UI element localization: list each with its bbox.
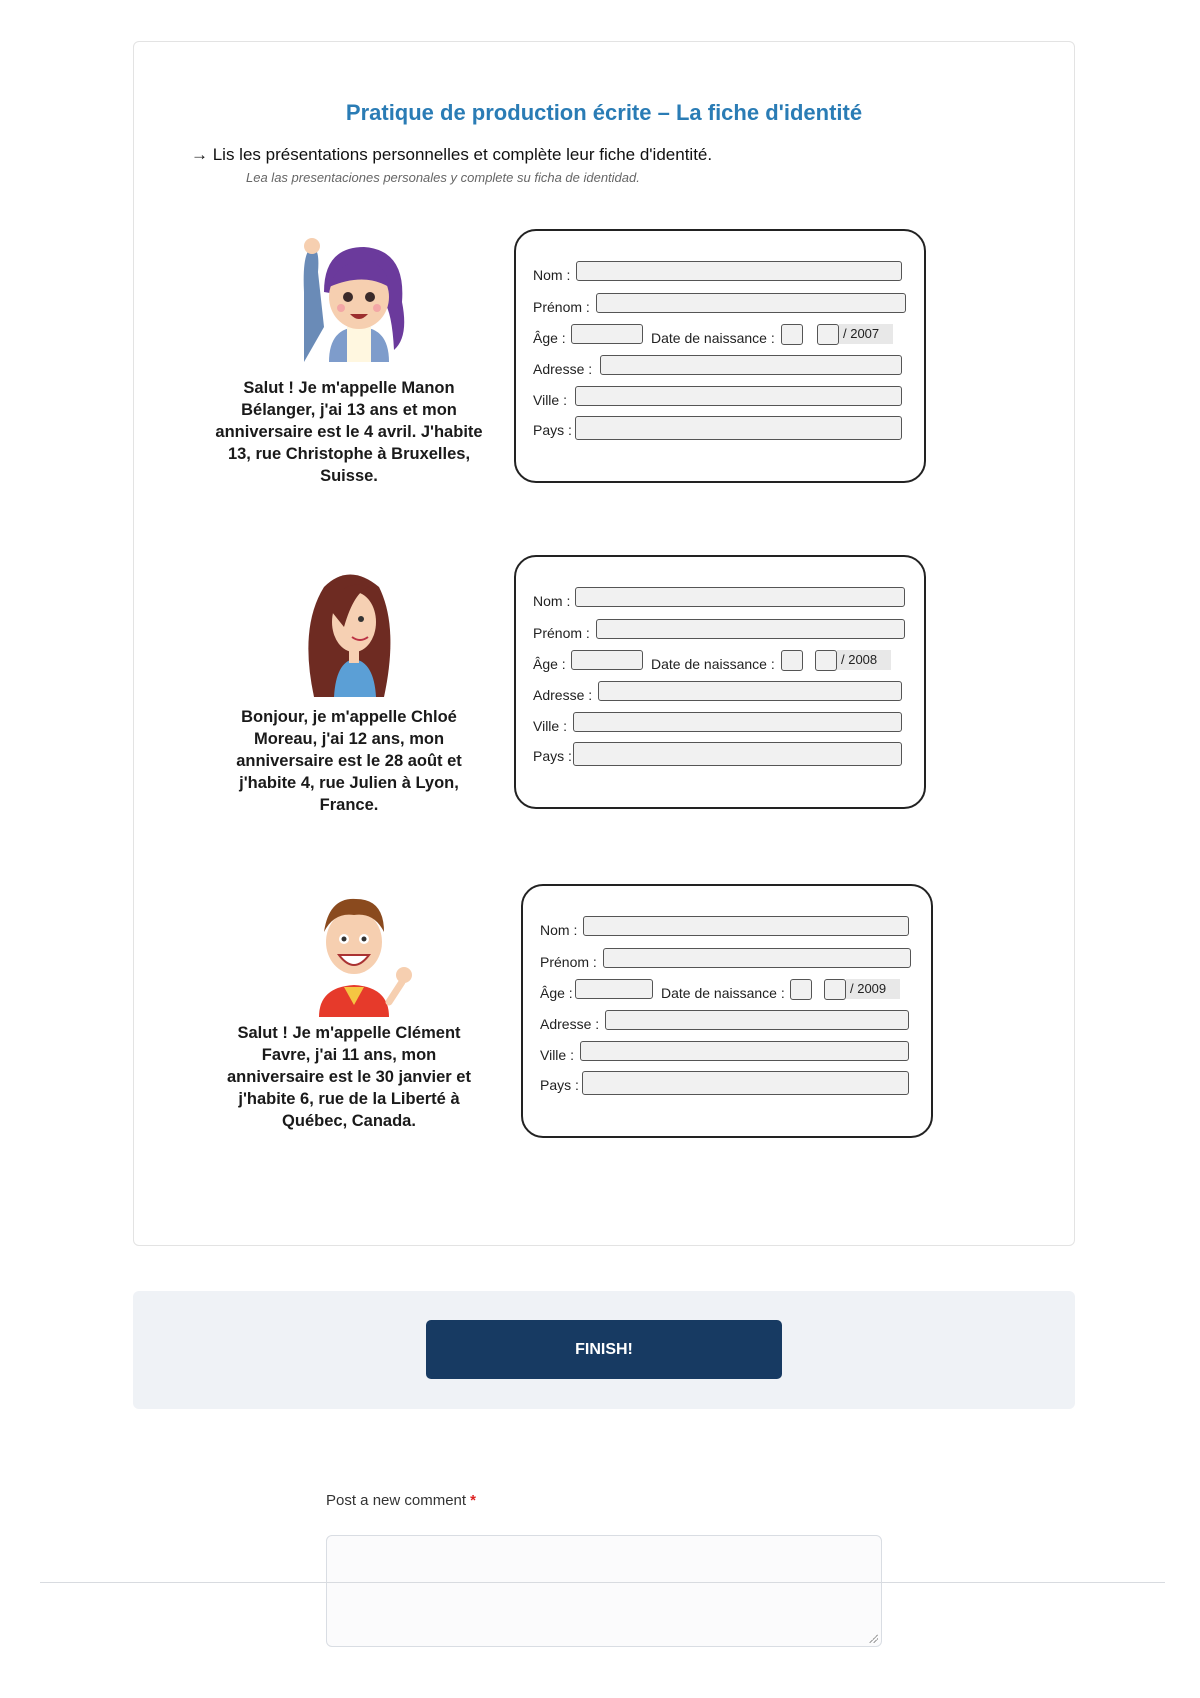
pays-field[interactable]	[582, 1071, 909, 1095]
person-bio: Salut ! Je m'appelle Manon Bélanger, j'ai 13 ans et mon anniversaire est le 4 avril. J'habite 13, rue Christophe à Bruxelles, Suisse.	[215, 379, 483, 485]
prenom-field[interactable]	[596, 293, 906, 313]
adresse-label: Adresse :	[533, 361, 593, 377]
worksheet-instruction: → Lis les présentations personnelles et complète leur fiche d'identité.	[191, 145, 713, 164]
identity-card-2	[514, 555, 926, 809]
ville-label: Ville :	[540, 1047, 574, 1063]
resize-grip-icon[interactable]	[868, 1633, 878, 1643]
adresse-field[interactable]	[605, 1010, 909, 1030]
birth-month-field[interactable]	[817, 324, 839, 345]
footer-divider	[40, 1582, 1165, 1583]
ville-field[interactable]	[573, 712, 902, 732]
ville-label: Ville :	[533, 718, 567, 734]
pays-field[interactable]	[573, 742, 902, 766]
worksheet-instruction-spanish: Lea las presentaciones personales y complete su ficha de identidad.	[246, 170, 640, 185]
girl-waving-avatar	[284, 232, 414, 362]
prenom-label: Prénom :	[533, 299, 590, 315]
birth-year: / 2008	[837, 650, 891, 670]
boy-waving-avatar	[284, 887, 414, 1017]
finish-panel	[133, 1291, 1075, 1409]
required-marker: *	[470, 1492, 476, 1509]
person-bio: Salut ! Je m'appelle Clément Favre, j'ai 11 ans, mon anniversaire est le 30 janvier et j'habite 6, rue de la Liberté à Québec, Canada.	[227, 1024, 471, 1130]
age-field[interactable]	[575, 979, 653, 999]
nom-field[interactable]	[576, 261, 902, 281]
birth-year: / 2009	[846, 979, 900, 999]
age-label: Âge :	[533, 656, 566, 672]
nom-field[interactable]	[583, 916, 909, 936]
person-bio: Bonjour, je m'appelle Chloé Moreau, j'ai 12 ans, mon anniversaire est le 28 août et j'habite 4, rue Julien à Lyon, France.	[236, 708, 462, 814]
ville-field[interactable]	[580, 1041, 909, 1061]
comment-label	[326, 1492, 476, 1509]
pays-label: Pays :	[533, 748, 572, 764]
adresse-label: Adresse :	[540, 1016, 600, 1032]
girl-long-hair-avatar	[284, 567, 414, 697]
birth-day-field[interactable]	[781, 324, 803, 345]
birth-day-field[interactable]	[781, 650, 803, 671]
adresse-field[interactable]	[598, 681, 902, 701]
pays-field[interactable]	[575, 416, 902, 440]
pays-label: Pays :	[533, 422, 572, 438]
prenom-label: Prénom :	[540, 954, 597, 970]
birth-year: / 2007	[839, 324, 893, 344]
pays-label: Pays :	[540, 1077, 579, 1093]
birth-month-field[interactable]	[815, 650, 837, 671]
date-label: Date de naissance :	[651, 656, 775, 672]
prenom-field[interactable]	[596, 619, 905, 639]
date-label: Date de naissance :	[661, 985, 785, 1001]
nom-label: Nom :	[533, 267, 571, 283]
nom-label: Nom :	[540, 922, 578, 938]
prenom-field[interactable]	[603, 948, 911, 968]
ville-field[interactable]	[575, 386, 902, 406]
birth-month-field[interactable]	[824, 979, 846, 1000]
age-label: Âge :	[533, 330, 566, 346]
nom-field[interactable]	[575, 587, 905, 607]
identity-card-3	[521, 884, 933, 1138]
identity-card-1	[514, 229, 926, 483]
worksheet-title: Pratique de production écrite – La fiche d'identité	[345, 100, 863, 125]
comment-label-text: Post a new comment	[326, 1492, 467, 1509]
finish-button[interactable]: FINISH!	[426, 1320, 782, 1379]
prenom-label: Prénom :	[533, 625, 590, 641]
nom-label: Nom :	[533, 593, 571, 609]
worksheet	[133, 41, 1075, 1246]
comment-textarea[interactable]	[326, 1535, 882, 1647]
date-label: Date de naissance :	[651, 330, 775, 346]
adresse-label: Adresse :	[533, 687, 593, 703]
age-label: Âge :	[540, 985, 573, 1001]
age-field[interactable]	[571, 324, 643, 344]
age-field[interactable]	[571, 650, 643, 670]
adresse-field[interactable]	[600, 355, 902, 375]
birth-day-field[interactable]	[790, 979, 812, 1000]
ville-label: Ville :	[533, 392, 567, 408]
